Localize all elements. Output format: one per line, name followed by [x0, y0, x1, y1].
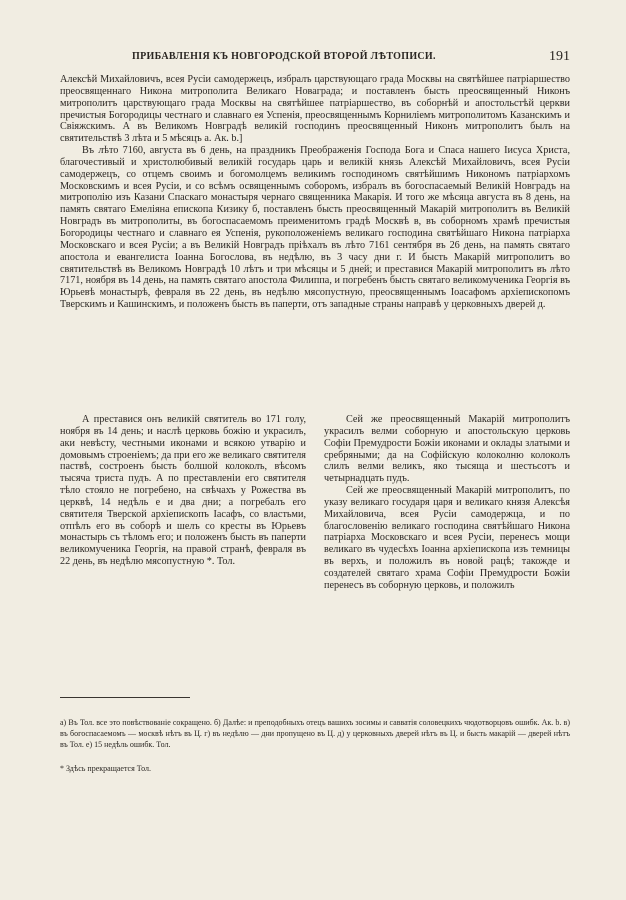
- paragraph-makarii: Въ лѣто 7160, августа въ 6 день, на праздникъ Преображенiя Господа Бога и Спаса нашего Iисуса Христа, благочестивый и христолюбивый великiй государь царь и великiй князь Алексѣй Михайловичъ, всея Русiи самодержецъ, со отцемъ своимъ и богомолцемъ великимъ господиномъ святѣйшимъ Никономъ патрiархомъ Московскимъ и всея Русiи, и со всѣмъ освященнымъ соборомъ, избралъ въ богоспасаемый Великiй Новградъ на митрополiю изъ Казани Спаскаго монастыря чернаго священника Макарiя. И того же мѣсяца августа въ 8 день, на память святаго Емелiяна епископа Кизику б, поставленъ бысть преосвященный Макарiй митрополитъ въ Великiй Новградъ въ митрополиты, въ богоспасаемомъ преименитомъ градѣ Москвѣ в, въ соборномъ храмѣ пречистыя Богородицы честнаго и славнаго ея Успенiя, рукоположенiемъ великаго господина святѣйшаго Никона патрiарха Московскаго и всея Русiи; а въ Великiй Новградъ прiѣхалъ въ лѣто 7161 сентября въ 26 день, на память святаго апостола и евангелиста Iоанна Богослова, въ недѣлю, въ 3 часу дни г. И бысть Макарiй митрополитъ во святительствѣ въ Великомъ Новградѣ 10 лѣтъ и три мѣсяцы и 5 дней; и преставися Макарiй митрополитъ въ лѣто 7171, ноября въ 14 день, на память святаго апостола Филиппа, и погребенъ бысть святаго великомученика Георгiя въ Юрьевѣ монастырѣ, февраля въ 22 день, въ недѣлю мясопустную, преосвященнымъ Iоасафомъ архiепископомъ Тверскимъ и Кашинскимъ, и положенъ бысть въ паперти, отъ западные страны направѣ у церковныхъ дверей д.: [60, 145, 570, 311]
- page-number: 191: [549, 49, 570, 64]
- footnote-divider: [60, 697, 190, 698]
- page-header: [60, 49, 570, 69]
- left-column: [60, 414, 306, 568]
- footnote-text: а) Въ Тол. все это повѣствованiе сокращено. б) Далѣе: и преподобныхъ отецъ вашихъ зосимы и савватiя соловецкихъ чюдотворцовъ ошибк. Ак. b. в) въ богоспасаемомъ — москвѣ нѣтъ въ Ц. г) въ недѣлю — дни пропущено въ Ц. д) у церковныхъ дверей нѣтъ въ Ц. и бысть макарiй — дверей нѣтъ въ Тол. е) 15 недѣль ошибк. Тол.: [60, 718, 570, 749]
- main-text: [60, 74, 570, 311]
- paragraph-continuation: Алексѣй Михайловичъ, всея Русiи самодержецъ, избралъ царствующаго града Москвы на святѣйшее патрiаршество преосвященнаго Никона митрополита Великаго Новаграда; и поставленъ бысть преосвященный Никонъ митрополитъ царствующаго града Москвы на святѣйшее патрiаршество, въ соборнѣй и апостольстѣй церкви пречистыя Богородицы честнаго и славнаго ея Успенiя, преосвященнымъ Корнилiемъ митрополитомъ Казанскимъ и Свiяжскимъ. А въ Великомъ Новградѣ великiй господинъ преосвященный Никонъ митрополитъ былъ на святительствѣ 3 лѣта и 5 мѣсяцъ а. Ак. b.]: [60, 74, 570, 145]
- running-head: ПРИБАВЛЕНIЯ КЪ НОВГОРОДСКОЙ ВТОРОЙ ЛѢТОПИСИ.: [132, 51, 436, 62]
- right-column-paragraph-2: Сей же преосвященный Макарiй митрополитъ, по указу великаго государя царя и великаго князя Алексѣя Михайловича, всея Русiи самодержца, и по благословенiю великаго господина святѣйшаго Никона патрiарха Московскаго и всея Русiи, перенесъ мощи великаго въ чудесѣхъ Iоанна архiепископа изъ темницы въ верхъ, и положилъ въ новой рацѣ; такожде и создателей святаго храма Софiи Премудрости Божiи перенесъ въ соборную церковь, и положилъ: [324, 485, 570, 591]
- right-column: [324, 414, 570, 592]
- footnotes: [60, 717, 570, 750]
- editor-note: * Здѣсь прекращается Тол.: [60, 764, 151, 773]
- right-column-paragraph-1: Сей же преосвященный Макарiй митрополитъ украсилъ велми соборную и апостольскую церковь Софiи Премудрости Божiи иконами и оклады златыми и сребряными; да на Софiйскую колоколню колоколъ слилъ велми великъ, яко тысяща и шестьсотъ и четырнадцать пудъ.: [324, 414, 570, 485]
- left-column-text: А преставися онъ великiй святитель во 171 голу, ноября въ 14 день; и наслѣ церковь божiю и украсилъ, аки невѣсту, честными иконами и всякою утварiю и домовымъ строенiемъ; да при его же великаго святителя паствѣ, состроенъ бысть болшой колоколъ, вѣсомъ тысяча триста пудъ. А по преставленiи его святителя тѣло стояло не погребено, на свѣчахъ у Рожества въ церквѣ, 14 недѣль е и два дни; а погребалъ его святителя Тверской архiепископъ Iасафъ, со властьми, отпѣлъ его въ соборѣ и шелъ со кресты въ Юрьевъ монастырь съ тѣломъ его; и положенъ бысть въ паперти великомученика Георгiя, на правой странѣ, февраля въ 22 день, въ недѣлю мясопустную *. Тол.: [60, 414, 306, 568]
